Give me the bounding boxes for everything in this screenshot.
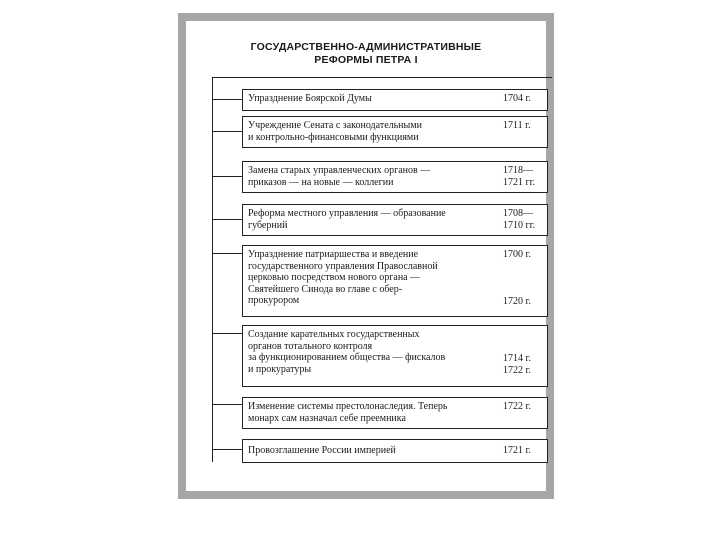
- reform-year-line: 1721 гг.: [503, 176, 536, 188]
- reform-box: [242, 245, 548, 317]
- reform-year: 1704 г.: [503, 93, 531, 104]
- reform-year-line: 1722 г.: [503, 364, 531, 376]
- reform-year-line: 1714 г.: [503, 353, 531, 364]
- reform-text: [248, 120, 488, 143]
- reform-text: [248, 401, 488, 424]
- reform-box: [242, 397, 548, 429]
- connector-stub: [212, 176, 242, 177]
- reform-text-line: прокурором: [248, 295, 300, 307]
- reform-year: 1711 г.: [503, 120, 531, 131]
- connector-stub: [212, 404, 242, 405]
- reform-text-line: Упразднение патриаршества и введение: [248, 249, 419, 260]
- reform-year: [503, 208, 547, 231]
- reform-text-line: Создание карательных государственных: [248, 329, 420, 340]
- reform-text-line: и прокуратуры: [248, 363, 312, 375]
- reform-year: 1700 г.: [503, 249, 531, 260]
- reform-year: [503, 353, 547, 376]
- reform-text: [248, 329, 488, 375]
- connector-stub: [212, 99, 242, 100]
- connector-stub: [212, 131, 242, 132]
- reform-year: [503, 165, 547, 188]
- reform-box: [242, 325, 548, 387]
- reform-text-line: и контрольно-финансовыми функциями: [248, 131, 419, 143]
- reform-text-line: губерний: [248, 219, 288, 231]
- reform-text: [248, 445, 488, 457]
- top-rule: [212, 77, 552, 78]
- reform-text-line: приказов — на новые — коллегии: [248, 176, 394, 188]
- reform-text-line: Святейшего Синода во главе с обер-: [248, 283, 403, 295]
- reform-year: 1721 г.: [503, 445, 531, 456]
- reform-year-line: 1708—: [503, 208, 533, 219]
- reform-text-line: Провозглашение России империей: [248, 445, 396, 456]
- reform-text: [248, 93, 488, 105]
- reform-text: [248, 249, 488, 307]
- connector-stub: [212, 253, 242, 254]
- connector-stub: [212, 219, 242, 220]
- reform-text-line: церковью посредством нового органа —: [248, 272, 421, 284]
- reform-box: [242, 439, 548, 463]
- reform-text-line: Упразднение Боярской Думы: [248, 93, 372, 104]
- reform-text-line: Реформа местного управления — образование: [248, 208, 446, 219]
- reform-text: [248, 165, 488, 188]
- title-line-2: РЕФОРМЫ ПЕТРА I: [314, 54, 418, 66]
- reform-year: 1722 г.: [503, 401, 531, 412]
- connector-stub: [212, 449, 242, 450]
- reform-box: [242, 161, 548, 193]
- reform-box: [242, 116, 548, 148]
- reform-text-line: за функционированием общества — фискалов: [248, 352, 446, 364]
- diagram-title: [186, 41, 546, 67]
- reform-year: 1720 г.: [503, 296, 531, 307]
- title-line-1: ГОСУДАРСТВЕННО-АДМИНИСТРАТИВНЫЕ: [250, 41, 482, 53]
- reform-box: [242, 89, 548, 111]
- reform-text-line: органов тотального контроля: [248, 340, 373, 352]
- reform-text-line: Замена старых управленческих органов —: [248, 165, 431, 176]
- reform-text-line: государственного управления Православной: [248, 260, 438, 272]
- connector-stub: [212, 333, 242, 334]
- reform-year-line: 1710 гг.: [503, 219, 536, 231]
- diagram-sheet: [186, 21, 546, 491]
- reform-text-line: Изменение системы престолонаследия. Теперь: [248, 401, 448, 412]
- reform-text-line: монарх сам назначал себе преемника: [248, 412, 406, 424]
- slide-frame: [178, 13, 554, 499]
- reform-box: [242, 204, 548, 236]
- reform-text-line: Учреждение Сената с законодательными: [248, 120, 422, 131]
- reform-text: [248, 208, 488, 231]
- reform-year-line: 1718—: [503, 165, 533, 176]
